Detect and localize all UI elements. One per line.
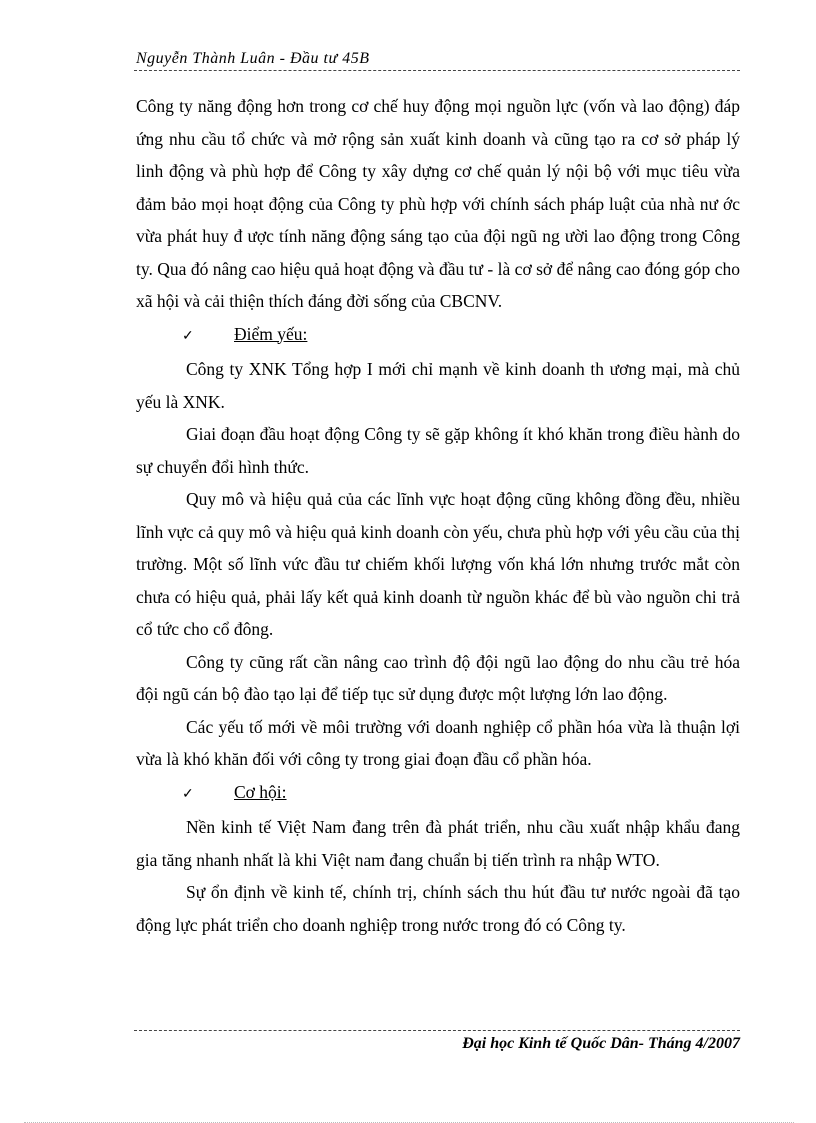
paragraph: Các yếu tố mới về môi trường với doanh nghiệp cổ phần hóa vừa là thuận lợi vừa là khó khăn đối với công ty trong giai đoạn đầu cổ phần hóa. bbox=[136, 716, 740, 769]
paragraph: Công ty XNK Tổng hợp I mới chỉ mạnh về kinh doanh th ương mại, mà chủ yếu là XNK. bbox=[136, 359, 740, 412]
page-footer: Đại học Kinh tế Quốc Dân- Tháng 4/2007 bbox=[462, 1035, 740, 1052]
footer-divider bbox=[134, 1030, 740, 1031]
document-body bbox=[136, 90, 740, 941]
section-heading-opportunity: Cơ hội: bbox=[234, 781, 287, 802]
paragraph: Nền kinh tế Việt Nam đang trên đà phát triển, nhu cầu xuất nhập khẩu đang gia tăng nhanh nhất là khi Việt nam đang chuẩn bị tiến trình ra nhập WTO. bbox=[136, 817, 740, 870]
section-heading-weakness: Điểm yếu: bbox=[234, 323, 308, 344]
section-weakness bbox=[136, 318, 740, 354]
paragraph: Quy mô và hiệu quả của các lĩnh vực hoạt động cũng không đồng đều, nhiều lĩnh vực cả quy mô và hiệu quả kinh doanh còn yếu, chưa phù hợp với yêu cầu của thị trường. Một số lĩnh vức đầu tư chiếm khối lượng vốn khá lớn nhưng trước mắt còn chưa có hiệu quả, phải lấy kết quả kinh doanh từ nguồn khác để bù vào nguồn chi trả cổ tức cho cổ đông. bbox=[136, 489, 740, 639]
checkmark-icon: ✓ bbox=[182, 786, 194, 802]
paragraph: Sự ổn định về kinh tế, chính trị, chính sách thu hút đầu tư nước ngoài đã tạo động lực phát triển cho doanh nghiệp trong nước trong đó có Công ty. bbox=[136, 882, 740, 935]
paragraph: Giai đoạn đầu hoạt động Công ty sẽ gặp không ít khó khăn trong điều hành do sự chuyển đổi hình thức. bbox=[136, 424, 740, 477]
checkmark-icon: ✓ bbox=[182, 328, 194, 344]
section-opportunity bbox=[136, 776, 740, 812]
paragraph: Công ty cũng rất cần nâng cao trình độ đội ngũ lao động do nhu cầu trẻ hóa đội ngũ cán bộ đào tạo lại để tiếp tục sử dụng được một lượng lớn lao động. bbox=[136, 651, 740, 704]
page-header: Nguyễn Thành Luân - Đầu tư 45B bbox=[136, 50, 370, 67]
header-divider bbox=[134, 70, 740, 71]
paragraph-intro: Công ty năng động hơn trong cơ chế huy động mọi nguồn lực (vốn và lao động) đáp ứng nhu cầu tổ chức và mở rộng sản xuất kinh doanh và cũng tạo ra cơ sở pháp lý linh động và phù hợp để Công ty xây dựng cơ chế quản lý nội bộ với mục tiêu vừa đảm bảo mọi hoạt động của Công ty phù hợp với chính sách pháp luật của nhà nư ớc vừa phát huy đ ược tính năng động sáng tạo của đội ngũ ng ười lao động trong Công ty. Qua đó nâng cao hiệu quả hoạt động và đầu tư - là cơ sở để nâng cao đóng góp cho xã hội và cải thiện thích đáng đời sống của CBCNV. bbox=[136, 96, 740, 311]
